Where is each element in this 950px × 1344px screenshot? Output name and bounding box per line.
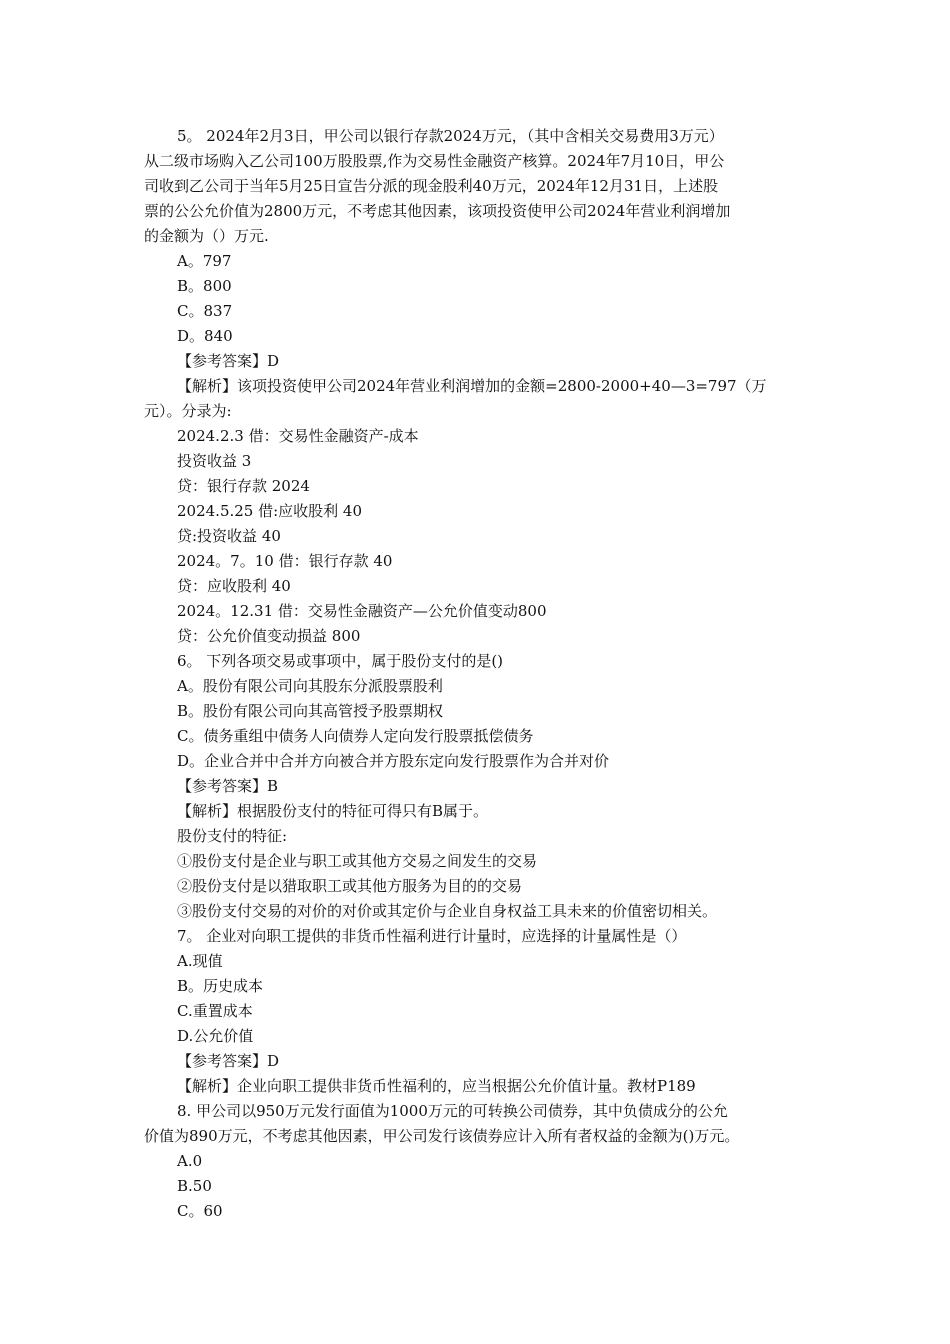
- document-line: C。60: [177, 1202, 223, 1220]
- document-line: A.0: [177, 1152, 203, 1170]
- document-line: 【解析】该项投资使甲公司2024年营业利润增加的金额=2800-2000+40—3=797（万: [177, 377, 767, 395]
- document-line: A。797: [177, 252, 232, 270]
- document-line: 2024。7。10 借：银行存款 40: [177, 552, 393, 570]
- document-line: 7。 企业对向职工提供的非货币性福利进行计量时，应选择的计量属性是（）: [177, 927, 687, 945]
- document-line: B.50: [177, 1177, 212, 1195]
- document-line: 票的公公允价值为2800万元，不考虑其他因素，该项投资使甲公司2024年营业利润增加: [144, 202, 731, 220]
- document-line: D。840: [177, 327, 233, 345]
- document-line: 2024.5.25 借:应收股利 40: [177, 502, 363, 520]
- document-body: [144, 124, 809, 1224]
- document-line: 价值为890万元，不考虑其他因素，甲公司发行该债券应计入所有者权益的金额为()万元。: [144, 1127, 740, 1145]
- document-line: 股份支付的特征:: [177, 827, 288, 845]
- document-line: 贷:投资收益 40: [177, 527, 281, 545]
- document-line: 【解析】根据股份支付的特征可得只有B属于。: [177, 802, 489, 820]
- document-line: B。800: [177, 277, 232, 295]
- document-line: 2024。12.31 借：交易性金融资产—公允价值变动800: [177, 602, 547, 620]
- document-line: 司收到乙公司于当年5月25日宣告分派的现金股利40万元，2024年12月31日，上述股: [144, 177, 719, 195]
- document-line: 2024.2.3 借：交易性金融资产-成本: [177, 427, 419, 445]
- document-line: 8. 甲公司以950万元发行面值为1000万元的可转换公司债券，其中负债成分的公允: [177, 1102, 728, 1120]
- document-line: 从二级市场购入乙公司100万股股票,作为交易性金融资产核算。2024年7月10日，甲公: [144, 152, 725, 170]
- document-line: 元）。分录为:: [144, 402, 232, 420]
- document-line: 投资收益 3: [177, 452, 252, 470]
- document-line: D。企业合并中合并方向被合并方股东定向发行股票作为合并对价: [177, 752, 610, 770]
- document-line: ①股份支付是企业与职工或其他方交易之间发生的交易: [177, 852, 538, 870]
- document-line: 【参考答案】D: [177, 1052, 280, 1070]
- document-line: B。股份有限公司向其高管授予股票期权: [177, 702, 444, 720]
- document-line: 【参考答案】B: [177, 777, 279, 795]
- document-line: ②股份支付是以猎取职工或其他方服务为目的的交易: [177, 877, 523, 895]
- document-line: D.公允价值: [177, 1027, 254, 1045]
- document-line: 6。 下列各项交易或事项中，属于股份支付的是(): [177, 652, 504, 670]
- document-line: 贷：银行存款 2024: [177, 477, 310, 495]
- document-line: ③股份支付交易的对价的对价或其定价与企业自身权益工具未来的价值密切相关。: [177, 902, 718, 920]
- document-line: C。债务重组中债务人向债券人定向发行股票抵偿债务: [177, 727, 534, 745]
- document-line: 【参考答案】D: [177, 352, 280, 370]
- document-line: B。历史成本: [177, 977, 264, 995]
- document-line: 5。 2024年2月3日，甲公司以银行存款2024万元，（其中含相关交易费用3万元）: [177, 127, 724, 145]
- document-line: A.现值: [177, 952, 223, 970]
- document-line: C.重置成本: [177, 1002, 253, 1020]
- document-line: 贷：公允价值变动损益 800: [177, 627, 361, 645]
- document-line: 贷：应收股利 40: [177, 577, 291, 595]
- document-line: 【解析】企业向职工提供非货币性福利的，应当根据公允价值计量。教材P189: [177, 1077, 696, 1095]
- document-line: C。837: [177, 302, 233, 320]
- document-line: A。股份有限公司向其股东分派股票股利: [177, 677, 443, 695]
- document-line: 的金额为（）万元.: [144, 227, 269, 245]
